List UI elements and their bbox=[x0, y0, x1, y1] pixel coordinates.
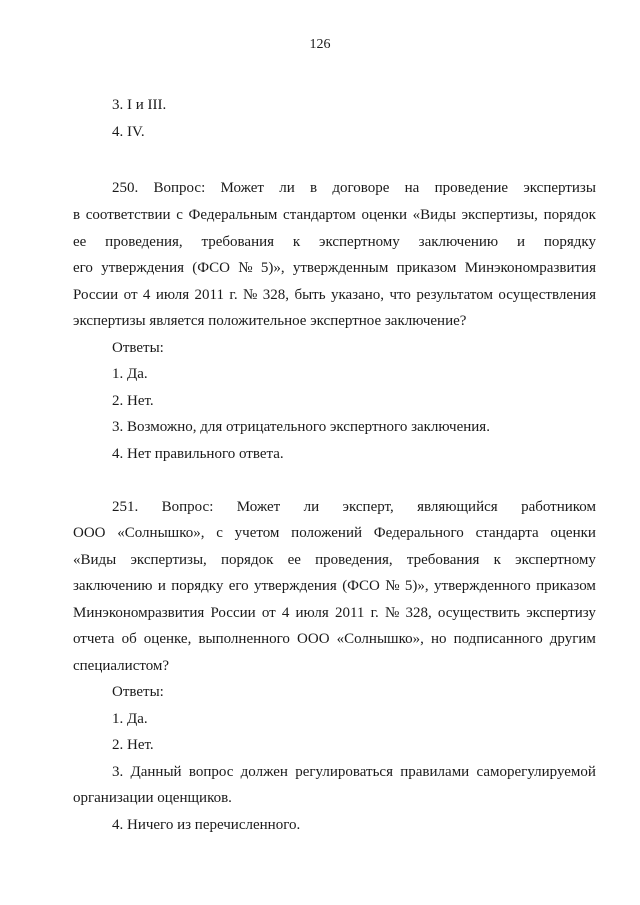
word: осуществления bbox=[498, 287, 596, 303]
word: экспертному bbox=[515, 552, 596, 568]
word: «Солнышко», bbox=[336, 631, 424, 647]
word: ее bbox=[73, 234, 87, 250]
q251-text-line-3 bbox=[73, 550, 596, 570]
word: 250. bbox=[112, 180, 139, 196]
word: 5)», bbox=[404, 578, 429, 594]
word: Данный bbox=[130, 764, 182, 780]
word: ли bbox=[279, 180, 295, 196]
q250-answer-4: 4. Нет правильного ответа. bbox=[112, 446, 284, 462]
word: 4 bbox=[281, 605, 290, 621]
word: и bbox=[516, 234, 525, 250]
word: «Солнышко», bbox=[117, 525, 205, 541]
word: к bbox=[292, 234, 301, 250]
word: отчета bbox=[73, 631, 115, 647]
word: «Виды bbox=[73, 552, 117, 568]
word: заключению bbox=[73, 578, 153, 594]
word: положений bbox=[291, 525, 363, 541]
word: 3. bbox=[112, 764, 124, 780]
word: России bbox=[73, 287, 119, 303]
q250-text-line-5 bbox=[73, 285, 596, 305]
word: на bbox=[404, 180, 420, 196]
word: являющийся bbox=[417, 499, 498, 515]
q250-answer-1: 1. Да. bbox=[112, 366, 148, 382]
word: саморегулируемой bbox=[476, 764, 596, 780]
word: (ФСО bbox=[192, 260, 230, 276]
word: России bbox=[210, 605, 256, 621]
word: экспертизы bbox=[523, 180, 596, 196]
word: (ФСО bbox=[342, 578, 380, 594]
prev-answer-4: 4. IV. bbox=[112, 124, 145, 140]
word: 2011 bbox=[334, 605, 365, 621]
word: № bbox=[238, 260, 253, 276]
q251-answer-3-line-1 bbox=[112, 762, 596, 782]
word: Может bbox=[220, 180, 264, 196]
word: эксперт, bbox=[342, 499, 394, 515]
word: регулироваться bbox=[295, 764, 393, 780]
word: соответствии bbox=[85, 207, 171, 223]
word: результатом bbox=[416, 287, 493, 303]
word: утверждения bbox=[254, 578, 337, 594]
word: в bbox=[73, 207, 81, 223]
word: приказом bbox=[396, 260, 457, 276]
word: утверждения bbox=[101, 260, 185, 276]
q251-answers-label: Ответы: bbox=[112, 684, 164, 700]
word: его bbox=[228, 578, 249, 594]
word: ООО bbox=[297, 631, 330, 647]
word: № bbox=[385, 578, 400, 594]
word: должен bbox=[240, 764, 288, 780]
word: Минэкономразвития bbox=[464, 260, 596, 276]
word: Федеральным bbox=[188, 207, 278, 223]
q250-answer-3: 3. Возможно, для отрицательного экспертного заключения. bbox=[112, 419, 490, 435]
word: указано, bbox=[330, 287, 385, 303]
word: июля bbox=[295, 605, 329, 621]
word: проведения, bbox=[105, 234, 183, 250]
word: Вопрос: bbox=[161, 499, 214, 515]
word: № bbox=[243, 287, 258, 303]
word: стандарта bbox=[475, 525, 539, 541]
q250-text-line-4 bbox=[73, 258, 596, 278]
q250-text-line-6: экспертизы является положительное экспертное заключение? bbox=[73, 313, 467, 329]
word: другим bbox=[549, 631, 596, 647]
word: 251. bbox=[112, 499, 139, 515]
word: проведения, bbox=[315, 552, 393, 568]
page-number: 126 bbox=[309, 37, 331, 52]
q251-text-line-4 bbox=[73, 576, 596, 596]
word: но bbox=[430, 631, 447, 647]
q251-text-line-6 bbox=[73, 629, 596, 649]
q251-answer-2: 2. Нет. bbox=[112, 737, 154, 753]
word: требования bbox=[201, 234, 275, 250]
word: работником bbox=[521, 499, 596, 515]
word: ее bbox=[287, 552, 301, 568]
word: «Виды bbox=[412, 207, 456, 223]
word: об bbox=[121, 631, 137, 647]
q251-text-line-2 bbox=[73, 523, 596, 543]
word: Вопрос: bbox=[153, 180, 206, 196]
word: 5)», bbox=[260, 260, 285, 276]
q251-text-line-1 bbox=[112, 497, 596, 517]
q251-text-line-7: специалистом? bbox=[73, 658, 170, 674]
word: приказом bbox=[536, 578, 596, 594]
q250-text-line-3 bbox=[73, 232, 596, 252]
word: учетом bbox=[234, 525, 280, 541]
word: осуществить bbox=[437, 605, 521, 621]
word: 4 bbox=[142, 287, 151, 303]
word: требования bbox=[406, 552, 480, 568]
q251-answer-1: 1. Да. bbox=[112, 711, 148, 727]
word: подписанного bbox=[453, 631, 543, 647]
word: от bbox=[261, 605, 276, 621]
word: экспертному bbox=[319, 234, 400, 250]
q251-text-line-5 bbox=[73, 603, 596, 623]
word: от bbox=[123, 287, 138, 303]
word: быть bbox=[294, 287, 326, 303]
word: Федерального bbox=[373, 525, 464, 541]
prev-answer-3: 3. I и III. bbox=[112, 97, 167, 113]
word: 2011 bbox=[194, 287, 224, 303]
word: ли bbox=[303, 499, 320, 515]
word: с bbox=[216, 525, 223, 541]
word: договоре bbox=[332, 180, 390, 196]
word: вопрос bbox=[188, 764, 234, 780]
q250-answers-label: Ответы: bbox=[112, 340, 164, 356]
word: 328, bbox=[405, 605, 432, 621]
word: проведение bbox=[434, 180, 509, 196]
word: выполненного bbox=[198, 631, 290, 647]
word: № bbox=[384, 605, 400, 621]
q250-answer-2: 2. Нет. bbox=[112, 393, 154, 409]
word: оценки bbox=[361, 207, 407, 223]
q250-text-line-2 bbox=[73, 205, 596, 225]
word: стандартом bbox=[283, 207, 356, 223]
word: оценке, bbox=[143, 631, 192, 647]
word: и bbox=[157, 578, 166, 594]
word: в bbox=[309, 180, 318, 196]
word: заключению bbox=[418, 234, 499, 250]
word: июля bbox=[155, 287, 190, 303]
word: порядок bbox=[543, 207, 596, 223]
word: с bbox=[176, 207, 183, 223]
word: его bbox=[73, 260, 93, 276]
q251-answer-3-line-2: организации оценщиков. bbox=[73, 790, 232, 806]
word: Может bbox=[236, 499, 281, 515]
word: порядку bbox=[543, 234, 596, 250]
word: Минэкономразвития bbox=[73, 605, 205, 621]
word: к bbox=[493, 552, 501, 568]
word: утвержденного bbox=[434, 578, 531, 594]
q250-text-line-1 bbox=[112, 178, 596, 198]
word: г. bbox=[370, 605, 379, 621]
word: утвержденным bbox=[292, 260, 389, 276]
word: что bbox=[389, 287, 411, 303]
word: правилами bbox=[400, 764, 470, 780]
word: порядку bbox=[171, 578, 224, 594]
word: г. bbox=[229, 287, 238, 303]
word: экспертизы, bbox=[461, 207, 538, 223]
word: ООО bbox=[73, 525, 106, 541]
q251-answer-4: 4. Ничего из перечисленного. bbox=[112, 817, 301, 833]
word: оценки bbox=[550, 525, 596, 541]
word: экспертизу bbox=[526, 605, 596, 621]
word: порядок bbox=[221, 552, 274, 568]
word: экспертизы, bbox=[130, 552, 207, 568]
word: 328, bbox=[262, 287, 290, 303]
